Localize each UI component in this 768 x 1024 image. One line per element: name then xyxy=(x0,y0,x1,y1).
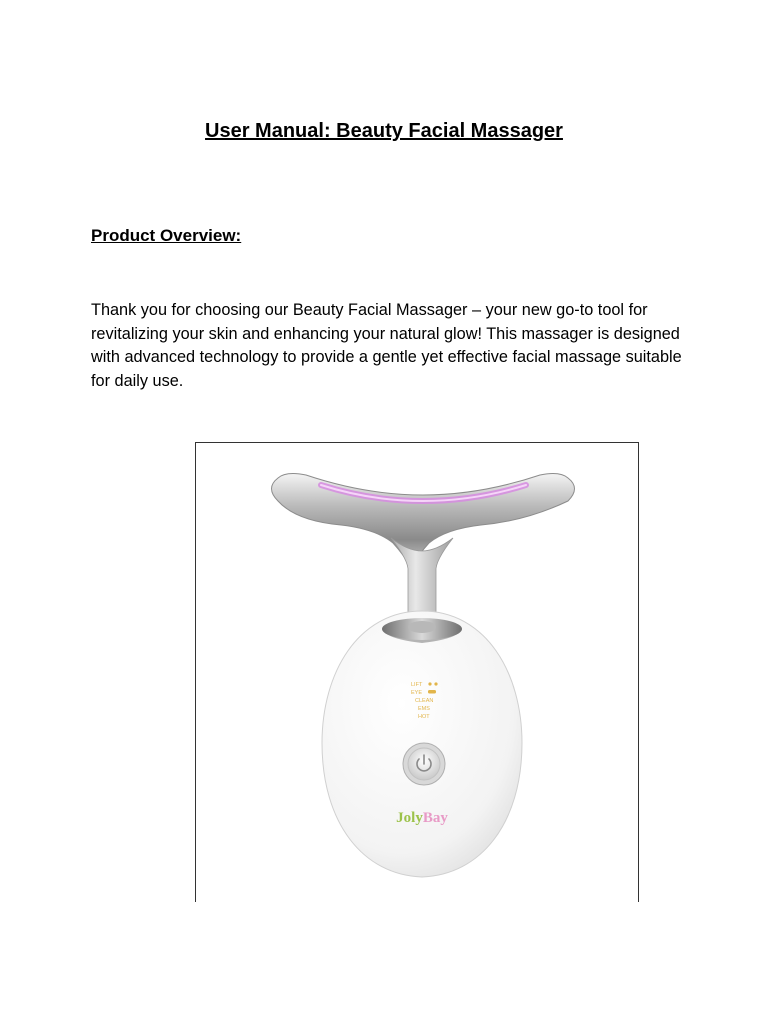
brand-logo-part2: Bay xyxy=(422,810,448,826)
indicator-hot: HOT xyxy=(418,714,430,720)
facial-massager-illustration xyxy=(196,443,639,902)
product-image-frame xyxy=(195,442,639,902)
brand-logo xyxy=(396,810,448,826)
indicator-lift: LIFT xyxy=(411,682,423,688)
brand-logo-part1: Joly xyxy=(396,810,423,826)
document-title: User Manual: Beauty Facial Massager xyxy=(205,120,563,142)
indicator-ems: EMS xyxy=(418,706,430,712)
power-button[interactable] xyxy=(403,743,445,785)
indicator-eye: EYE xyxy=(411,690,423,696)
indicator-clean: CLEAN xyxy=(415,698,434,704)
product-overview-heading: Product Overview: xyxy=(91,226,242,245)
overview-paragraph: Thank you for choosing our Beauty Facial Massager – your new go-to tool for revitalizing your skin and enhancing your natural glow! This massager is designed with advanced technology to provide a gentle yet effective facial massage suitable for daily use. xyxy=(91,301,682,390)
